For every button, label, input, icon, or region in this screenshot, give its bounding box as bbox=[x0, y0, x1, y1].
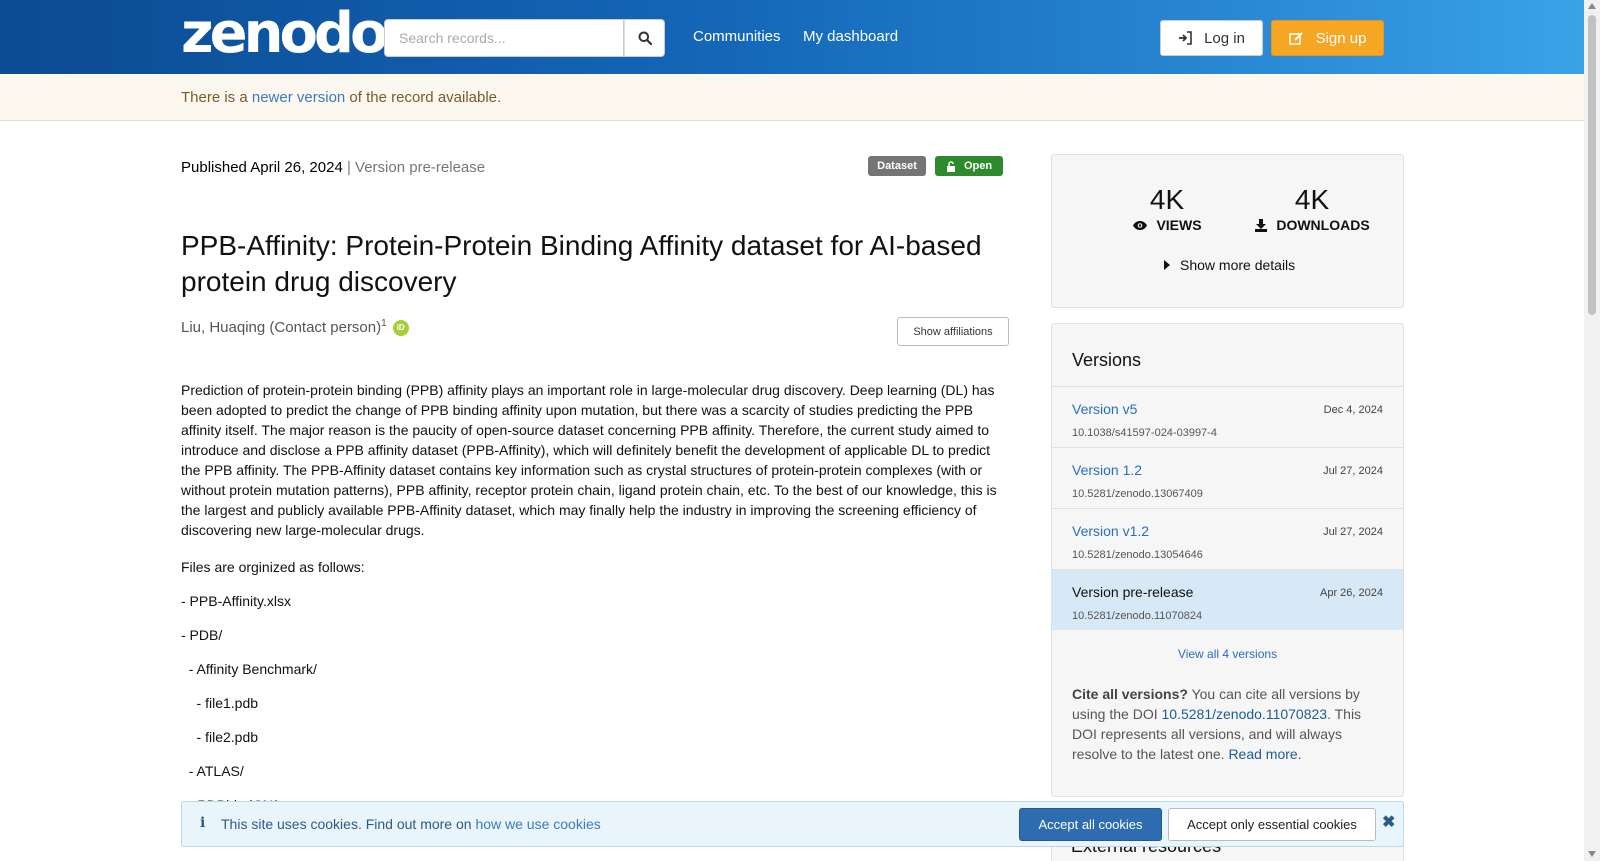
cookie-text: This site uses cookies. Find out more on bbox=[221, 816, 476, 832]
accept-all-cookies-button[interactable]: Accept all cookies bbox=[1019, 808, 1162, 841]
views-label: VIEWS bbox=[1156, 217, 1202, 233]
access-label: Open bbox=[963, 160, 993, 172]
eye-icon bbox=[1132, 220, 1148, 231]
file-tree-line: - file2.pdb bbox=[181, 729, 259, 745]
version-link[interactable]: Version 1.2 bbox=[1072, 462, 1143, 478]
record-title: PPB-Affinity: Protein-Protein Binding Affinity dataset for AI-based protein drug discovery bbox=[181, 230, 982, 297]
scrollbar-thumb[interactable] bbox=[1588, 15, 1596, 315]
views-label-row bbox=[1112, 217, 1222, 233]
accept-essential-cookies-button[interactable]: Accept only essential cookies bbox=[1168, 808, 1376, 841]
version-label: Version pre-release bbox=[1072, 584, 1194, 600]
newer-version-notice bbox=[0, 74, 1584, 121]
unlock-icon bbox=[946, 161, 956, 172]
author-name[interactable]: Liu, Huaqing (Contact person) bbox=[181, 319, 382, 336]
affiliation-marker: 1 bbox=[381, 318, 387, 329]
file-tree-line: - PDB/ bbox=[181, 627, 223, 643]
show-more-details-toggle[interactable] bbox=[1164, 257, 1295, 273]
stats-panel bbox=[1051, 154, 1404, 308]
record-version: Version pre-release bbox=[355, 159, 486, 176]
downloads-stat bbox=[1242, 185, 1382, 233]
top-header bbox=[0, 0, 1584, 74]
zenodo-logo[interactable]: zenodo bbox=[181, 1, 385, 66]
version-date: Apr 26, 2024 bbox=[1320, 587, 1383, 599]
version-item-current bbox=[1052, 569, 1403, 630]
edit-icon bbox=[1289, 31, 1304, 45]
view-all-versions-link[interactable]: View all 4 versions bbox=[1177, 647, 1278, 661]
file-tree-line: - Affinity Benchmark/ bbox=[181, 661, 317, 677]
publication-info bbox=[181, 159, 485, 176]
cite-heading: Cite all versions? bbox=[1072, 686, 1188, 702]
access-badge bbox=[935, 156, 1003, 176]
show-affiliations-button[interactable]: Show affiliations bbox=[897, 317, 1009, 346]
search-bar bbox=[384, 19, 665, 57]
show-more-label: Show more details bbox=[1180, 257, 1296, 273]
notice-text bbox=[181, 89, 501, 106]
cite-all-versions bbox=[1072, 684, 1387, 764]
meta-separator: | bbox=[342, 159, 356, 176]
close-icon[interactable]: ✖ bbox=[1382, 814, 1396, 831]
version-link[interactable]: Version v5 bbox=[1072, 401, 1138, 417]
cookie-banner bbox=[181, 801, 1404, 847]
file-tree-line: - file1.pdb bbox=[181, 695, 259, 711]
page-scrollbar[interactable] bbox=[1584, 0, 1600, 861]
signup-label: Sign up bbox=[1315, 29, 1367, 47]
published-date: Published April 26, 2024 bbox=[181, 159, 343, 176]
search-button[interactable] bbox=[624, 19, 665, 57]
record-description: Prediction of protein-protein binding (PPB) affinity plays an important role in large-molecular drug discovery. Deep learning (DL) has been adopted to predict the change of PPB binding affinity upon mutation, but there was a scarcity of studies predicting the PPB affinity itself. The major reason is the paucity of open-source dataset concerning PPB affinity. Therefore, the current study aimed to introduce and disclose a PPB affinity dataset (PPB-Affinity), which will definitely benefit the development of applicable DL to predict the PPB affinity. The PPB-Affinity dataset contains key information such as crystal structures of protein-protein complexes (with or without protein mutation patterns), PPB affinity, receptor protein chain, ligand protein chain, etc. To the best of our knowledge, this is the largest and publicly available PPB-Affinity dataset, which may finally help the industry in improving the screening efficiency of discovering new large-molecular drugs. bbox=[181, 382, 997, 538]
orcid-icon[interactable]: iD bbox=[393, 320, 409, 336]
sign-in-icon bbox=[1178, 31, 1192, 45]
cookie-message bbox=[221, 816, 601, 832]
versions-panel bbox=[1051, 323, 1404, 797]
scroll-up-icon[interactable] bbox=[1588, 3, 1596, 9]
resource-type-badge: Dataset bbox=[868, 156, 926, 176]
version-date: Jul 27, 2024 bbox=[1323, 526, 1383, 538]
cite-text: You can cite all versions by using the DOI bbox=[1072, 686, 1360, 722]
concept-doi-link[interactable]: 10.5281/zenodo.11070823 bbox=[1161, 706, 1328, 722]
file-tree-line: - PPB-Affinity.xlsx bbox=[181, 593, 291, 609]
notice-suffix: of the record available. bbox=[345, 89, 502, 106]
login-label: Log in bbox=[1204, 29, 1245, 47]
files-intro: Files are orginized as follows: bbox=[181, 559, 365, 575]
version-doi: 10.5281/zenodo.11070824 bbox=[1072, 610, 1203, 622]
downloads-label-row bbox=[1242, 217, 1382, 233]
read-more-link[interactable]: Read more. bbox=[1228, 746, 1302, 762]
download-icon bbox=[1254, 218, 1268, 232]
author-line bbox=[181, 318, 409, 336]
views-count: 4K bbox=[1149, 184, 1185, 215]
versions-title: Versions bbox=[1072, 350, 1142, 370]
file-tree-line: - ATLAS/ bbox=[181, 763, 244, 779]
version-date: Jul 27, 2024 bbox=[1323, 465, 1383, 477]
search-icon bbox=[638, 31, 652, 45]
newer-version-link[interactable]: newer version bbox=[251, 89, 346, 106]
version-doi: 10.5281/zenodo.13054646 bbox=[1072, 549, 1203, 561]
scroll-down-icon[interactable] bbox=[1588, 851, 1596, 857]
version-doi: 10.5281/zenodo.13067409 bbox=[1072, 488, 1203, 500]
cookie-policy-link[interactable]: how we use cookies bbox=[475, 816, 601, 832]
caret-right-icon bbox=[1164, 260, 1170, 270]
downloads-count: 4K bbox=[1294, 184, 1330, 215]
version-doi: 10.1038/s41597-024-03997-4 bbox=[1072, 427, 1217, 439]
version-item[interactable] bbox=[1052, 447, 1403, 508]
version-item[interactable] bbox=[1052, 386, 1403, 447]
nav-communities[interactable]: Communities bbox=[693, 28, 781, 45]
version-date: Dec 4, 2024 bbox=[1323, 404, 1383, 416]
notice-prefix: There is a bbox=[181, 89, 252, 106]
cite-text: . This DOI represents all versions, and will always resolve to the latest one. bbox=[1072, 706, 1362, 762]
signup-button[interactable] bbox=[1271, 20, 1384, 56]
downloads-label: DOWNLOADS bbox=[1276, 217, 1370, 233]
search-input[interactable] bbox=[384, 19, 624, 57]
nav-my-dashboard[interactable]: My dashboard bbox=[803, 28, 899, 45]
version-link[interactable]: Version v1.2 bbox=[1072, 523, 1150, 539]
version-item[interactable] bbox=[1052, 508, 1403, 569]
views-stat bbox=[1112, 185, 1222, 233]
info-icon: i bbox=[200, 815, 206, 831]
login-button[interactable] bbox=[1160, 20, 1263, 56]
